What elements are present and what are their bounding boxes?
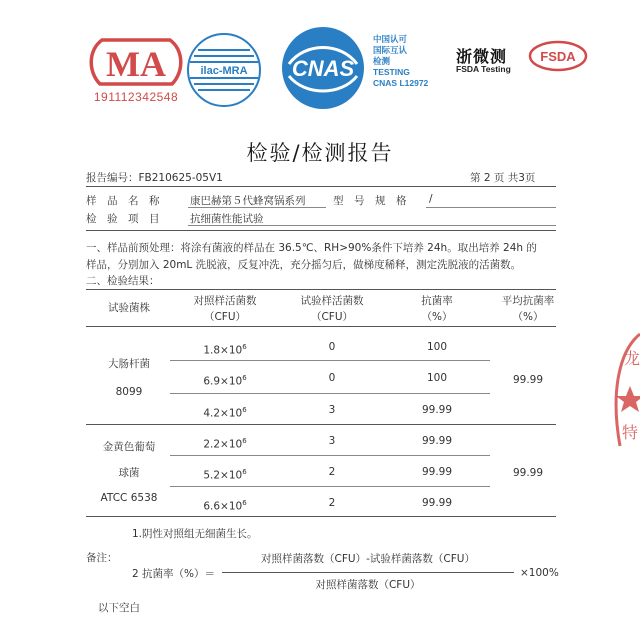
header-control (170, 294, 280, 324)
cnas-side-line: 国际互认 (373, 45, 408, 55)
antibacterial-rate: 100 (426, 341, 448, 353)
average-rate: 99.99 (512, 467, 544, 479)
report-number: 报告编号：FB210625-05V1 (86, 172, 223, 184)
header-test-unit: （CFU） (310, 311, 354, 323)
control-count: $4.2\times 10^6$ (203, 406, 247, 420)
row-divider (170, 486, 490, 487)
formula-numerator: 对照样菌落数（CFU）-试验样菌落数（CFU） (261, 553, 475, 565)
cnas-logo-text: CNAS (291, 56, 355, 81)
note-negative-control: 1.阴性对照组无细菌生长。 (132, 528, 258, 540)
cnas-logo (279, 24, 367, 112)
antibacterial-rate: 100 (426, 372, 448, 384)
formula-label: 2 抗菌率（%）＝ (132, 568, 215, 580)
control-count: $1.8\times 10^6$ (203, 343, 247, 357)
sample-name-label: 样 品 名 称 (86, 195, 160, 207)
cnas-side-text (373, 34, 428, 89)
cnas-side-line: CNAS L12972 (373, 78, 429, 88)
remark-label: 备注： (86, 552, 118, 564)
page-info: 第 2 页 共3页 (470, 172, 536, 184)
fraction-bar (222, 572, 514, 573)
header-avg-title: 平均抗菌率 (501, 295, 555, 307)
underline (426, 207, 556, 208)
formula-times: ×100% (520, 567, 559, 579)
header-rate-unit: （%） (421, 311, 453, 323)
test-count: 0 (328, 372, 336, 384)
zwc-logo-title: 浙微测 (456, 47, 508, 66)
fsda-logo (528, 40, 588, 72)
control-count: $5.2\times 10^6$ (203, 468, 247, 482)
control-count: $6.9\times 10^6$ (203, 374, 247, 388)
divider (86, 186, 556, 187)
antibacterial-rate: 99.99 (421, 497, 453, 509)
seal-stamp (606, 330, 640, 450)
row-divider (170, 455, 490, 456)
ilac-mra-logo (184, 30, 264, 110)
pretreatment-line-2: 样品，分别加入 20mL 洗脱液，反复冲洗，充分摇匀后，做梯度稀释，测定洗脱液的活菌数。 (86, 259, 522, 271)
pretreatment-line-1: 一、样品前预处理：将涂有菌液的样品在 36.5℃、RH>90%条件下培养 24h。取出培养 24h 的 (86, 242, 537, 254)
header-test (280, 294, 384, 324)
cnas-side-line: TESTING (373, 67, 410, 77)
blank-below-note: 以下空白 (98, 602, 140, 614)
test-count: 3 (328, 435, 336, 447)
group-divider (86, 424, 556, 425)
formula-denominator: 对照样菌落数（CFU） (315, 579, 421, 591)
cma-logo-text: MA (106, 44, 166, 84)
test-count: 2 (328, 466, 336, 478)
strain-name: 金黄色葡萄 (102, 441, 156, 453)
strain-name: 大肠杆菌 (108, 358, 150, 370)
ilac-logo-text: ilac-MRA (200, 65, 248, 77)
antibacterial-rate: 99.99 (421, 466, 453, 478)
table-top-border (86, 289, 556, 290)
header-avg (480, 294, 576, 324)
control-count: $2.2\times 10^6$ (203, 437, 247, 451)
strain-code: ATCC 6538 (100, 492, 158, 504)
divider (86, 230, 556, 231)
antibacterial-rate: 99.99 (421, 435, 453, 447)
header-avg-unit: （%） (512, 311, 544, 323)
cnas-side-line: 检测 (373, 56, 391, 66)
cnas-side-line: 中国认可 (373, 34, 408, 44)
zwc-logo-subtitle: FSDA Testing (456, 64, 511, 74)
sample-name-value: 康巴赫第５代蜂窝锅系列 (190, 195, 306, 207)
strain-name-cont: 球菌 (118, 467, 140, 479)
control-count: $6.6\times 10^6$ (203, 499, 247, 513)
cma-number: 191112342548 (93, 90, 179, 104)
report-title: 检验/检测报告 (246, 141, 394, 165)
header-control-title: 对照样活菌数 (193, 295, 257, 307)
stamp-char: 特 (622, 423, 639, 442)
test-count: 3 (328, 404, 336, 416)
row-divider (170, 360, 490, 361)
test-item-label: 检 验 项 目 (86, 213, 160, 225)
fsda-logo-text: FSDA (540, 49, 576, 64)
stamp-char: 龙 (624, 349, 640, 368)
header-rate (384, 294, 490, 324)
header-test-title: 试验样活菌数 (300, 295, 364, 307)
underline (188, 207, 326, 208)
header-control-unit: （CFU） (203, 311, 247, 323)
underline (188, 225, 556, 226)
test-item-value: 抗细菌性能试验 (190, 213, 264, 225)
model-label: 型 号 规 格 (333, 195, 407, 207)
test-count: 2 (328, 497, 336, 509)
average-rate: 99.99 (512, 374, 544, 386)
header-rate-title: 抗菌率 (421, 295, 453, 307)
cma-logo (86, 34, 186, 90)
antibacterial-rate: 99.99 (421, 404, 453, 416)
table-bottom-border (86, 516, 556, 517)
test-count: 0 (328, 341, 336, 353)
model-value: / (429, 193, 433, 205)
row-divider (170, 393, 490, 394)
results-heading: 二、检验结果： (86, 275, 160, 287)
table-header-border (86, 326, 556, 327)
strain-code: 8099 (115, 386, 143, 398)
header-strain: 试验菌株 (108, 302, 150, 314)
